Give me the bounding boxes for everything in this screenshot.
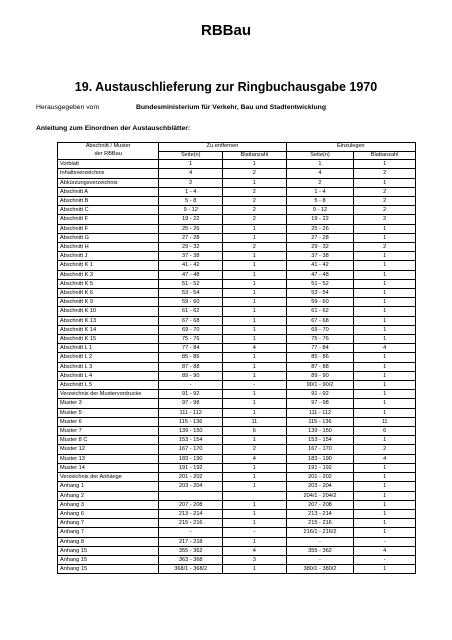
remove-count-cell: 1 bbox=[223, 325, 287, 334]
section-cell: Anhang 3 bbox=[58, 500, 159, 509]
remove-count-cell: 1 bbox=[223, 509, 287, 518]
insert-count-cell: 11 bbox=[354, 417, 416, 426]
insert-count-cell: 4 bbox=[354, 454, 416, 463]
insert-count-cell: 1 bbox=[354, 252, 416, 261]
section-cell: Abschnitt F bbox=[58, 215, 159, 224]
section-cell: Muster 14 bbox=[58, 463, 159, 472]
publisher-label: Herausgegeben vom bbox=[36, 104, 100, 111]
insert-pages-cell: 85 - 86 bbox=[286, 353, 354, 362]
insert-pages-cell: 97 - 98 bbox=[286, 399, 354, 408]
insert-count-cell: 1 bbox=[354, 279, 416, 288]
publisher-name: Bundesministerium für Verkehr, Bau und Stadtentwicklung bbox=[136, 104, 326, 111]
table-row bbox=[58, 252, 416, 261]
section-cell: Abkürzungsverzeichnis bbox=[58, 178, 159, 187]
remove-count-cell: 2 bbox=[223, 243, 287, 252]
column-header-insert-count: Blattanzahl bbox=[354, 151, 416, 160]
insert-count-cell: 1 bbox=[354, 399, 416, 408]
section-cell: Muster 13 bbox=[58, 454, 159, 463]
table-row bbox=[58, 316, 416, 325]
insert-pages-cell: 77 - 84 bbox=[286, 344, 354, 353]
insert-pages-cell: 380/1 - 380/2 bbox=[286, 565, 354, 574]
table-row bbox=[58, 381, 416, 390]
section-cell: Anhang 2 bbox=[58, 491, 159, 500]
remove-count-cell: 1 bbox=[223, 252, 287, 261]
table-row bbox=[58, 500, 416, 509]
insert-pages-cell: 87 - 88 bbox=[286, 362, 354, 371]
section-cell: Abschnitt K 14 bbox=[58, 325, 159, 334]
insert-count-cell: 1 bbox=[354, 298, 416, 307]
insert-pages-cell: 59 - 60 bbox=[286, 298, 354, 307]
table-row bbox=[58, 390, 416, 399]
insert-count-cell: 1 bbox=[354, 261, 416, 270]
remove-count-cell: 1 bbox=[223, 316, 287, 325]
remove-pages-cell: 1 - 4 bbox=[159, 187, 223, 196]
column-header-remove-pages: Seite(n) bbox=[159, 151, 223, 160]
table-row bbox=[58, 427, 416, 436]
section-cell: Verzeichnis der Mustervordrucke bbox=[58, 390, 159, 399]
remove-pages-cell: 139 - 150 bbox=[159, 427, 223, 436]
table-row bbox=[58, 454, 416, 463]
insert-count-cell: 1 bbox=[354, 289, 416, 298]
remove-pages-cell: 201 - 202 bbox=[159, 473, 223, 482]
remove-pages-cell: 368/1 - 368/2 bbox=[159, 565, 223, 574]
table-row bbox=[58, 362, 416, 371]
remove-pages-cell: 69 - 70 bbox=[159, 325, 223, 334]
insert-count-cell: 1 bbox=[354, 491, 416, 500]
table-row bbox=[58, 555, 416, 564]
section-cell: Abschnitt K 5 bbox=[58, 279, 159, 288]
insert-pages-cell: 5 - 8 bbox=[286, 197, 354, 206]
remove-count-cell: 1 bbox=[223, 399, 287, 408]
table-row bbox=[58, 353, 416, 362]
insert-pages-cell: 355 - 362 bbox=[286, 546, 354, 555]
section-cell: Abschnitt L 5 bbox=[58, 381, 159, 390]
remove-count-cell: 1 bbox=[223, 436, 287, 445]
remove-pages-cell: 77 - 84 bbox=[159, 344, 223, 353]
insert-count-cell: 2 bbox=[354, 206, 416, 215]
insert-pages-cell: 207 - 208 bbox=[286, 500, 354, 509]
insert-count-cell: 1 bbox=[354, 436, 416, 445]
insert-pages-cell: 1 bbox=[286, 160, 354, 169]
remove-count-cell: 1 bbox=[223, 537, 287, 546]
table-row bbox=[58, 482, 416, 491]
section-cell: Abschnitt G bbox=[58, 233, 159, 242]
column-header-section-sub: der RBBau bbox=[58, 151, 159, 160]
table-row bbox=[58, 445, 416, 454]
insert-count-cell: 1 bbox=[354, 463, 416, 472]
remove-count-cell: 1 bbox=[223, 178, 287, 187]
remove-pages-cell: 61 - 62 bbox=[159, 307, 223, 316]
insert-pages-cell: - bbox=[286, 555, 354, 564]
column-header-remove-count: Blattanzahl bbox=[223, 151, 287, 160]
remove-pages-cell: 5 - 8 bbox=[159, 197, 223, 206]
remove-count-cell: 2 bbox=[223, 169, 287, 178]
remove-count-cell: 1 bbox=[223, 270, 287, 279]
section-cell: Abschnitt K 1 bbox=[58, 261, 159, 270]
section-cell: Anhang 1 bbox=[58, 482, 159, 491]
insert-count-cell: 1 bbox=[354, 381, 416, 390]
remove-count-cell: 1 bbox=[223, 353, 287, 362]
remove-pages-cell: 1 bbox=[159, 160, 223, 169]
remove-count-cell: 2 bbox=[223, 206, 287, 215]
insert-pages-cell: 111 - 112 bbox=[286, 408, 354, 417]
insert-count-cell: 1 bbox=[354, 178, 416, 187]
column-header-insert-pages: Seite(n) bbox=[286, 151, 354, 160]
remove-pages-cell: 207 - 208 bbox=[159, 500, 223, 509]
remove-count-cell: 1 bbox=[223, 307, 287, 316]
table-row bbox=[58, 325, 416, 334]
remove-pages-cell: 25 - 26 bbox=[159, 224, 223, 233]
remove-count-cell: 1 bbox=[223, 390, 287, 399]
table-row bbox=[58, 519, 416, 528]
insert-count-cell: 1 bbox=[354, 500, 416, 509]
insert-count-cell: 1 bbox=[354, 371, 416, 380]
insert-pages-cell: 9 - 12 bbox=[286, 206, 354, 215]
remove-pages-cell: 85 - 86 bbox=[159, 353, 223, 362]
insert-count-cell: 6 bbox=[354, 427, 416, 436]
remove-pages-cell: 153 - 154 bbox=[159, 436, 223, 445]
insert-count-cell: 2 bbox=[354, 187, 416, 196]
remove-count-cell: 1 bbox=[223, 519, 287, 528]
section-cell: Anhang 6 bbox=[58, 509, 159, 518]
insert-count-cell: 1 bbox=[354, 362, 416, 371]
remove-pages-cell: 19 - 22 bbox=[159, 215, 223, 224]
insert-count-cell: 1 bbox=[354, 528, 416, 537]
insert-pages-cell: 69 - 70 bbox=[286, 325, 354, 334]
remove-pages-cell: 111 - 112 bbox=[159, 408, 223, 417]
remove-pages-cell: 29 - 32 bbox=[159, 243, 223, 252]
remove-count-cell: 2 bbox=[223, 445, 287, 454]
insert-count-cell: 1 bbox=[354, 390, 416, 399]
remove-pages-cell: 363 - 368 bbox=[159, 555, 223, 564]
remove-pages-cell: 47 - 48 bbox=[159, 270, 223, 279]
remove-pages-cell: 89 - 90 bbox=[159, 371, 223, 380]
remove-pages-cell: 183 - 190 bbox=[159, 454, 223, 463]
insert-pages-cell: 61 - 62 bbox=[286, 307, 354, 316]
table-row bbox=[58, 243, 416, 252]
remove-count-cell: 1 bbox=[223, 408, 287, 417]
remove-pages-cell: 215 - 216 bbox=[159, 519, 223, 528]
insert-count-cell: 1 bbox=[354, 353, 416, 362]
remove-count-cell: 1 bbox=[223, 261, 287, 270]
remove-pages-cell: 27 - 28 bbox=[159, 233, 223, 242]
section-cell: Anhang 7 bbox=[58, 519, 159, 528]
insert-pages-cell: - bbox=[286, 537, 354, 546]
table-row bbox=[58, 160, 416, 169]
table-row bbox=[58, 463, 416, 472]
table-row bbox=[58, 187, 416, 196]
insert-pages-cell: 89 - 90 bbox=[286, 371, 354, 380]
insert-pages-cell: 91 - 92 bbox=[286, 390, 354, 399]
table-row bbox=[58, 335, 416, 344]
remove-pages-cell: 87 - 88 bbox=[159, 362, 223, 371]
table-row bbox=[58, 215, 416, 224]
table-row bbox=[58, 169, 416, 178]
section-cell: Abschnitt K 15 bbox=[58, 335, 159, 344]
section-cell: Muster 8 C bbox=[58, 436, 159, 445]
insert-pages-cell: 90/1 - 90/2 bbox=[286, 381, 354, 390]
remove-count-cell: 2 bbox=[223, 197, 287, 206]
table-row bbox=[58, 491, 416, 500]
section-cell: Abschnitt L 1 bbox=[58, 344, 159, 353]
insert-pages-cell: 53 - 54 bbox=[286, 289, 354, 298]
insert-count-cell: 1 bbox=[354, 408, 416, 417]
remove-count-cell: 1 bbox=[223, 371, 287, 380]
section-cell: Muster 3 bbox=[58, 399, 159, 408]
insert-pages-cell: 213 - 214 bbox=[286, 509, 354, 518]
table-row bbox=[58, 473, 416, 482]
insert-pages-cell: 215 - 216 bbox=[286, 519, 354, 528]
remove-count-cell: 1 bbox=[223, 500, 287, 509]
insert-pages-cell: 75 - 76 bbox=[286, 335, 354, 344]
insert-count-cell: 1 bbox=[354, 233, 416, 242]
remove-count-cell: 2 bbox=[223, 187, 287, 196]
remove-count-cell: 1 bbox=[223, 482, 287, 491]
insert-pages-cell: 139 - 150 bbox=[286, 427, 354, 436]
remove-pages-cell: - bbox=[159, 381, 223, 390]
insert-count-cell: 1 bbox=[354, 482, 416, 491]
remove-pages-cell: 97 - 98 bbox=[159, 399, 223, 408]
remove-pages-cell: 91 - 92 bbox=[159, 390, 223, 399]
publisher-line bbox=[36, 104, 326, 111]
insert-pages-cell: 153 - 154 bbox=[286, 436, 354, 445]
remove-pages-cell: 191 - 192 bbox=[159, 463, 223, 472]
insert-count-cell: - bbox=[354, 537, 416, 546]
table-row bbox=[58, 233, 416, 242]
section-cell: Abschnitt L 3 bbox=[58, 362, 159, 371]
table-subheader-row bbox=[58, 151, 416, 160]
section-cell: Inhaltsverzeichnis bbox=[58, 169, 159, 178]
remove-count-cell: 4 bbox=[223, 546, 287, 555]
section-cell: Abschnitt L 2 bbox=[58, 353, 159, 362]
insert-pages-cell: 201 - 202 bbox=[286, 473, 354, 482]
section-cell: Abschnitt B bbox=[58, 197, 159, 206]
section-cell: Abschnitt A bbox=[58, 187, 159, 196]
remove-pages-cell: 51 - 52 bbox=[159, 279, 223, 288]
insert-pages-cell: 203 - 204 bbox=[286, 482, 354, 491]
insert-count-cell: 1 bbox=[354, 565, 416, 574]
table-row bbox=[58, 546, 416, 555]
insert-count-cell: 2 bbox=[354, 445, 416, 454]
remove-pages-cell: 41 - 42 bbox=[159, 261, 223, 270]
remove-pages-cell: 67 - 68 bbox=[159, 316, 223, 325]
remove-pages-cell: 59 - 60 bbox=[159, 298, 223, 307]
insert-pages-cell: 27 - 28 bbox=[286, 233, 354, 242]
table-row bbox=[58, 270, 416, 279]
remove-pages-cell: 217 - 218 bbox=[159, 537, 223, 546]
insert-pages-cell: 29 - 32 bbox=[286, 243, 354, 252]
table-row bbox=[58, 224, 416, 233]
insert-pages-cell: 115 - 136 bbox=[286, 417, 354, 426]
insert-count-cell: 1 bbox=[354, 473, 416, 482]
remove-count-cell: 1 bbox=[223, 289, 287, 298]
section-cell: Anhang 15 bbox=[58, 565, 159, 574]
table-row bbox=[58, 371, 416, 380]
column-group-insert: Einzulegen bbox=[286, 143, 415, 152]
instructions-heading: Anleitung zum Einordnen der Austauschblätter: bbox=[36, 125, 191, 132]
table-row bbox=[58, 537, 416, 546]
section-cell: Muster 6 bbox=[58, 417, 159, 426]
section-cell: Abschnitt J bbox=[58, 252, 159, 261]
section-cell: Abschnitt C bbox=[58, 206, 159, 215]
exchange-table bbox=[57, 142, 416, 574]
remove-count-cell: 1 bbox=[223, 233, 287, 242]
insert-count-cell: 2 bbox=[354, 197, 416, 206]
insert-count-cell: 2 bbox=[354, 169, 416, 178]
remove-pages-cell: 213 - 214 bbox=[159, 509, 223, 518]
section-cell: Abschnitt L 4 bbox=[58, 371, 159, 380]
section-cell: Muster 5 bbox=[58, 408, 159, 417]
insert-pages-cell: 4 bbox=[286, 169, 354, 178]
remove-count-cell: 1 bbox=[223, 463, 287, 472]
insert-pages-cell: 183 - 190 bbox=[286, 454, 354, 463]
table-row bbox=[58, 509, 416, 518]
remove-count-cell: 1 bbox=[223, 473, 287, 482]
insert-pages-cell: 2 bbox=[286, 178, 354, 187]
insert-count-cell: - bbox=[354, 555, 416, 564]
remove-pages-cell: 355 - 362 bbox=[159, 546, 223, 555]
column-group-remove: Zu entfernen bbox=[159, 143, 286, 152]
table-row bbox=[58, 279, 416, 288]
remove-pages-cell bbox=[159, 491, 223, 500]
remove-count-cell bbox=[223, 491, 287, 500]
remove-count-cell: 1 bbox=[223, 362, 287, 371]
remove-pages-cell: 53 - 54 bbox=[159, 289, 223, 298]
table-row bbox=[58, 565, 416, 574]
table-row bbox=[58, 344, 416, 353]
section-cell: Abschnitt K 13 bbox=[58, 316, 159, 325]
remove-count-cell: 1 bbox=[223, 224, 287, 233]
table-header-row bbox=[58, 143, 416, 152]
insert-pages-cell: 191 - 192 bbox=[286, 463, 354, 472]
remove-pages-cell: 37 - 38 bbox=[159, 252, 223, 261]
remove-count-cell: - bbox=[223, 528, 287, 537]
insert-pages-cell: 51 - 52 bbox=[286, 279, 354, 288]
insert-pages-cell: 216/1 - 216/2 bbox=[286, 528, 354, 537]
insert-pages-cell: 37 - 38 bbox=[286, 252, 354, 261]
table-row bbox=[58, 178, 416, 187]
remove-count-cell: 11 bbox=[223, 417, 287, 426]
table-row bbox=[58, 261, 416, 270]
table-row bbox=[58, 307, 416, 316]
remove-count-cell: 1 bbox=[223, 279, 287, 288]
document-subtitle: 19. Austauschlieferung zur Ringbuchausgabe 1970 bbox=[74, 80, 378, 94]
insert-count-cell: 2 bbox=[354, 215, 416, 224]
insert-pages-cell: 25 - 26 bbox=[286, 224, 354, 233]
table-row bbox=[58, 206, 416, 215]
section-cell: Muster 12 bbox=[58, 445, 159, 454]
remove-count-cell: 3 bbox=[223, 555, 287, 564]
remove-count-cell: - bbox=[223, 381, 287, 390]
section-cell: Abschnitt K 10 bbox=[58, 307, 159, 316]
remove-pages-cell: 2 bbox=[159, 178, 223, 187]
insert-count-cell: 1 bbox=[354, 160, 416, 169]
insert-pages-cell: 167 - 170 bbox=[286, 445, 354, 454]
remove-pages-cell: 167 - 170 bbox=[159, 445, 223, 454]
insert-count-cell: 4 bbox=[354, 546, 416, 555]
table-row bbox=[58, 298, 416, 307]
insert-count-cell: 1 bbox=[354, 325, 416, 334]
remove-count-cell: 6 bbox=[223, 427, 287, 436]
table-row bbox=[58, 289, 416, 298]
insert-count-cell: 1 bbox=[354, 307, 416, 316]
section-cell: Abschnitt K 6 bbox=[58, 289, 159, 298]
section-cell: Anhang 8 bbox=[58, 537, 159, 546]
table-row bbox=[58, 528, 416, 537]
remove-count-cell: 2 bbox=[223, 215, 287, 224]
insert-count-cell: 4 bbox=[354, 344, 416, 353]
remove-count-cell: 1 bbox=[223, 298, 287, 307]
document-title: RBBau bbox=[200, 22, 251, 39]
remove-count-cell: 1 bbox=[223, 565, 287, 574]
remove-pages-cell: 75 - 76 bbox=[159, 335, 223, 344]
section-cell: Abschnitt H bbox=[58, 243, 159, 252]
section-cell: Anhang 7 bbox=[58, 528, 159, 537]
section-cell: Verzeichnis der Anhänge bbox=[58, 473, 159, 482]
insert-pages-cell: 19 - 22 bbox=[286, 215, 354, 224]
section-cell: Vorblatt bbox=[58, 160, 159, 169]
insert-count-cell: 1 bbox=[354, 509, 416, 518]
insert-pages-cell: 204/1 - 204/2 bbox=[286, 491, 354, 500]
remove-pages-cell: 9 - 12 bbox=[159, 206, 223, 215]
insert-count-cell: 1 bbox=[354, 224, 416, 233]
insert-count-cell: 1 bbox=[354, 519, 416, 528]
section-cell: Muster 7 bbox=[58, 427, 159, 436]
remove-count-cell: 4 bbox=[223, 344, 287, 353]
insert-count-cell: 2 bbox=[354, 243, 416, 252]
table-row bbox=[58, 197, 416, 206]
insert-count-cell: 1 bbox=[354, 270, 416, 279]
column-header-section: Abschnitt / Muster bbox=[58, 143, 159, 152]
insert-pages-cell: 67 - 68 bbox=[286, 316, 354, 325]
table-row bbox=[58, 436, 416, 445]
table-row bbox=[58, 417, 416, 426]
remove-count-cell: 1 bbox=[223, 335, 287, 344]
section-cell: Abschnitt K 3 bbox=[58, 270, 159, 279]
section-cell: Abschnitt K 9 bbox=[58, 298, 159, 307]
section-cell: Anhang 15 bbox=[58, 546, 159, 555]
insert-pages-cell: 47 - 48 bbox=[286, 270, 354, 279]
table-row bbox=[58, 399, 416, 408]
section-cell: Anhang 15 bbox=[58, 555, 159, 564]
remove-count-cell: 1 bbox=[223, 160, 287, 169]
remove-pages-cell: 203 - 204 bbox=[159, 482, 223, 491]
remove-count-cell: 4 bbox=[223, 454, 287, 463]
section-cell: Abschnitt F bbox=[58, 224, 159, 233]
insert-pages-cell: 41 - 42 bbox=[286, 261, 354, 270]
table-row bbox=[58, 408, 416, 417]
remove-pages-cell: - bbox=[159, 528, 223, 537]
insert-pages-cell: 1 - 4 bbox=[286, 187, 354, 196]
remove-pages-cell: 115 - 136 bbox=[159, 417, 223, 426]
insert-count-cell: 1 bbox=[354, 316, 416, 325]
remove-pages-cell: 4 bbox=[159, 169, 223, 178]
insert-count-cell: 1 bbox=[354, 335, 416, 344]
